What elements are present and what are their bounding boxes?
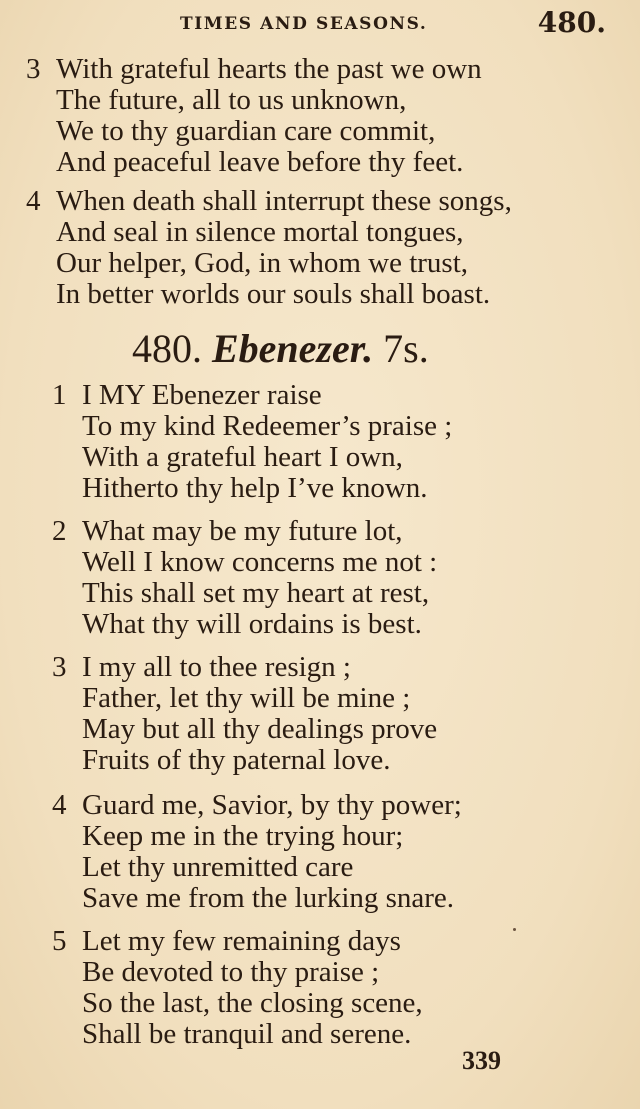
hymn-number: 480.: [132, 326, 202, 371]
stanza-number: 5: [52, 925, 67, 957]
verse-line: Let thy unremitted care: [82, 851, 354, 883]
stanza-number: 1: [52, 379, 67, 411]
verse-line: Be devoted to thy praise ;: [82, 956, 380, 988]
stanza-1: [52, 379, 453, 504]
verse-line: The future, all to us unknown,: [56, 84, 407, 116]
verse-line: We to thy guardian care commit,: [56, 115, 436, 147]
stanza-number: 4: [52, 789, 67, 821]
verse-line: Our helper, God, in whom we trust,: [56, 247, 469, 279]
verse-line: May but all thy dealings prove: [82, 713, 438, 745]
page-number: 339: [462, 1046, 501, 1075]
stanza-number: 4: [26, 185, 41, 217]
verse-line: Hitherto thy help I’ve known.: [82, 472, 428, 504]
paper-speck: [513, 928, 516, 931]
verse-line: And peaceful leave before thy feet.: [56, 146, 464, 178]
stanza-2: [52, 515, 438, 640]
verse-line: Shall be tranquil and serene.: [82, 1018, 412, 1050]
prev-stanza-3: [26, 53, 482, 178]
verse-line: To my kind Redeemer’s praise ;: [82, 410, 453, 442]
verse-line: Save me from the lurking snare.: [82, 882, 455, 914]
stanza-4: [52, 789, 462, 914]
running-header: TIMES AND SEASONS.: [180, 14, 428, 34]
verse-line: In better worlds our souls shall boast.: [56, 278, 491, 310]
verse-line: When death shall interrupt these songs,: [56, 185, 512, 217]
verse-line: I my all to thee resign ;: [82, 651, 351, 683]
hymn-title: [132, 325, 429, 372]
stanza-number: 3: [52, 651, 67, 683]
stanza-number: 3: [26, 53, 41, 85]
verse-line: I MY Ebenezer raise: [82, 379, 322, 411]
tune-name: Ebenezer.: [212, 326, 374, 371]
verse-line: What thy will ordains is best.: [82, 608, 422, 640]
verse-line: Guard me, Savior, by thy power;: [82, 789, 462, 821]
stanza-5: [52, 925, 423, 1050]
meter: 7s.: [383, 326, 429, 371]
verse-line: This shall set my heart at rest,: [82, 577, 430, 609]
stanza-3: [52, 651, 438, 776]
verse-line: Well I know concerns me not :: [82, 546, 438, 578]
verse-line: Keep me in the trying hour;: [82, 820, 404, 852]
verse-line: Let my few remaining days: [82, 925, 401, 957]
prev-stanza-4: [26, 185, 512, 310]
verse-line: Father, let thy will be mine ;: [82, 682, 411, 714]
verse-line: Fruits of thy paternal love.: [82, 744, 391, 776]
verse-line: And seal in silence mortal tongues,: [56, 216, 464, 248]
header-hymn-number: 480.: [537, 6, 606, 39]
verse-line: So the last, the closing scene,: [82, 987, 423, 1019]
verse-line: With grateful hearts the past we own: [56, 53, 482, 85]
stanza-number: 2: [52, 515, 67, 547]
verse-line: What may be my future lot,: [82, 515, 403, 547]
verse-line: With a grateful heart I own,: [82, 441, 403, 473]
